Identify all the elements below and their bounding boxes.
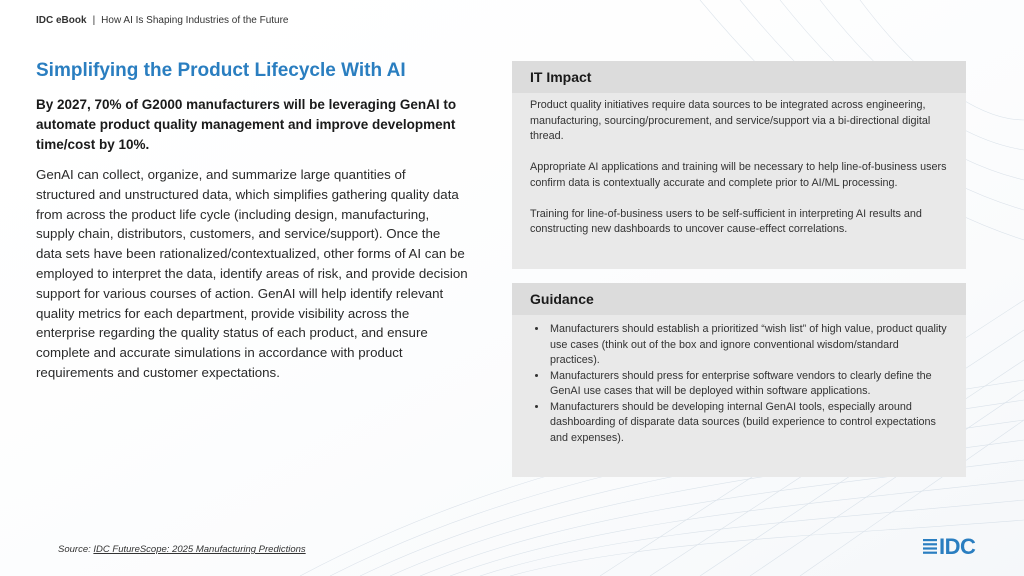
it-impact-paragraph: Appropriate AI applications and training will be necessary to help line-of-business users confirm data is contextually accurate and complete prior to AI/ML processing. [530,161,947,189]
it-impact-heading: IT Impact [512,61,966,93]
idc-logo [923,535,975,559]
source-citation [58,544,306,555]
idc-logo-mark-icon [923,538,937,556]
guidance-panel [512,283,966,477]
header-brand: IDC eBook [36,15,87,26]
guidance-list [512,315,966,446]
header-separator: | [92,15,96,26]
body-paragraph: GenAI can collect, organize, and summarize large quantities of structured and unstructured data, which simplifies gathering quality data from across the product life cycle (including design, manufacturing, supply chain, distributors, customers, and service/support). Once the data sets have been rationalized/contextualized, other forms of AI can be employed to interpret the data, identify areas of risk, and provide decision support for various courses of action. GenAI will help identify relevant quality metrics for each department, provide visibility across the enterprise regarding the quality status of each product, and ensure complete and accurate simulations in accordance with product requirements and customer expectations. [36,167,468,380]
header-breadcrumb [36,15,289,26]
page-title: Simplifying the Product Lifecycle With AI [36,60,406,81]
it-impact-body [512,93,966,238]
guidance-list-item: • Manufacturers should press for enterprise software vendors to clearly define the GenAI use cases that will be deployed within software applications. [548,369,948,400]
guidance-heading: Guidance [512,283,966,315]
lead-statement: By 2027, 70% of G2000 manufacturers will be leveraging GenAI to automate product quality management and improve development time/cost by 10%. [36,97,457,152]
it-impact-paragraph: Training for line-of-business users to be self-sufficient in interpreting AI results and constructing new dashboards to uncover cause-effect correlations. [530,207,922,235]
source-link[interactable]: IDC FutureScope: 2025 Manufacturing Predictions [93,544,306,555]
source-label: Source: [58,544,94,555]
guidance-list-item: • Manufacturers should be developing internal GenAI tools, especially around dashboarding of disparate data sources (build experience to control expectations and expenses). [548,400,948,447]
it-impact-panel [512,61,966,269]
guidance-list-item: • Manufacturers should establish a prioritized “wish list” of high value, product quality use cases (think out of the box and ignore conventional wisdom/standard practices). [548,322,948,369]
header-subtitle: How AI Is Shaping Industries of the Future [101,15,289,26]
it-impact-paragraph: Product quality initiatives require data sources to be integrated across engineering, manufacturing, sourcing/procurement, and service/support via a bi-directional digital thread. [530,99,931,142]
idc-logo-text: IDC [939,534,976,559]
